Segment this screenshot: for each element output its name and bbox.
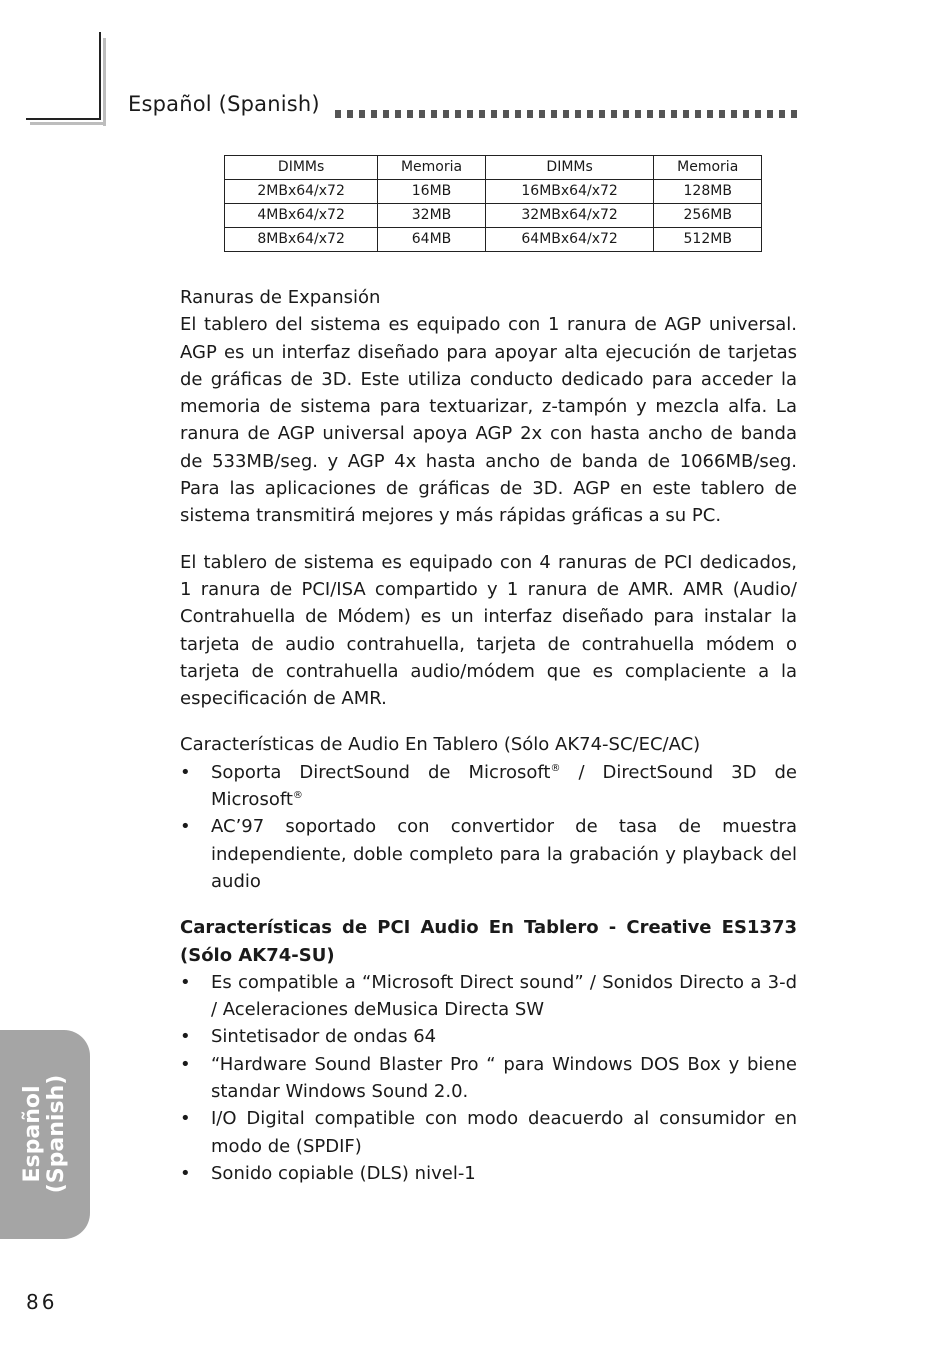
- section-heading-pci-audio: Características de PCI Audio En Tablero - Creative ES1373 (Sólo AK74-SU): [180, 917, 797, 966]
- onboard-audio-list: [180, 759, 797, 895]
- paragraph-agp: El tablero del sistema es equipado con 1 ranura de AGP universal. AGP es un interfaz diseñado para apoyar alta ejecución de tarjetas de gráficas de 3D. Este utiliza conducto dedicado para acceder la memoria de sistema para textuarizar, z-tampón y mezcla alfa. La ranura de AGP universal apoya AGP 2x con hasta ancho de banda de 533MB/seg. y AGP 4x hasta ancho de banda de 1066MB/seg. Para las aplicaciones de gráficas de 3D. AGP en este tablero de sistema transmitirá mejores y más rápidas gráficas a su PC.: [180, 314, 797, 527]
- corner-crop-mark-shadow: [103, 38, 106, 126]
- paragraph-pci: El tablero de sistema es equipado con 4 ranuras de PCI dedicados, 1 ranura de PCI/ISA compartido y 1 ranura de AMR. AMR (Audio/ Contrahuella de Módem) es un interfaz diseñado para instalar la tarjeta de audio contrahuella, tarjeta de contrahuella módem o tarjeta de contrahuella audio/módem que es complaciente a la especificación de AMR.: [180, 551, 797, 710]
- table-cell: 128MB: [654, 180, 762, 204]
- table-cell: 4MBx64/x72: [225, 204, 378, 228]
- side-tab-line: Español: [20, 1085, 45, 1183]
- list-item-text: Soporta DirectSound de Microsoft: [211, 761, 551, 783]
- table-cell: 512MB: [654, 228, 762, 252]
- list-item: [180, 759, 797, 814]
- bullet-icon: •: [180, 761, 191, 783]
- corner-crop-mark: [99, 32, 101, 120]
- header-dotted-rule: [335, 110, 797, 118]
- table-cell: 256MB: [654, 204, 762, 228]
- header-title: Español (Spanish): [128, 92, 320, 116]
- bullet-icon: •: [180, 1026, 191, 1048]
- table-header-cell: Memoria: [378, 156, 486, 180]
- table-header-cell: DIMMs: [225, 156, 378, 180]
- table-cell: 32MBx64/x72: [485, 204, 654, 228]
- table-cell: 16MBx64/x72: [485, 180, 654, 204]
- table-row: [225, 228, 762, 252]
- bullet-icon: •: [180, 816, 191, 838]
- list-item-text: / DirectSound 3D de Microsoft: [211, 761, 797, 811]
- main-content: [180, 284, 797, 1206]
- list-item: [180, 969, 797, 1024]
- list-item-text: Es compatible a “Microsoft Direct sound” / Sonidos Directo a 3-d / Aceleraciones deMusica Directa SW: [211, 971, 797, 1021]
- bullet-icon: •: [180, 1053, 191, 1075]
- list-item-text: Sintetisador de ondas 64: [211, 1026, 437, 1048]
- table-cell: 64MBx64/x72: [485, 228, 654, 252]
- page-number: 86: [26, 1290, 58, 1314]
- list-item-text: Sonido copiable (DLS) nivel-1: [211, 1162, 476, 1184]
- table-row: [225, 204, 762, 228]
- list-item: [180, 1023, 797, 1050]
- list-item: [180, 813, 797, 895]
- language-side-tab: [0, 1030, 90, 1239]
- side-tab-label: [21, 1075, 69, 1194]
- table-row: [225, 180, 762, 204]
- corner-crop-mark: [26, 118, 101, 120]
- table-cell: 16MB: [378, 180, 486, 204]
- list-item-text: I/O Digital compatible con modo deacuerdo al consumidor en modo de (SPDIF): [211, 1108, 797, 1157]
- table-cell: 2MBx64/x72: [225, 180, 378, 204]
- list-item: [180, 1160, 797, 1187]
- table-header-cell: DIMMs: [485, 156, 654, 180]
- list-item: [180, 1051, 797, 1106]
- table-header-cell: Memoria: [654, 156, 762, 180]
- section-heading-onboard-audio: Características de Audio En Tablero (Sólo AK74-SC/EC/AC): [180, 734, 701, 756]
- side-tab-line: (Spanish): [44, 1074, 69, 1194]
- bullet-icon: •: [180, 1162, 191, 1184]
- table-cell: 64MB: [378, 228, 486, 252]
- corner-crop-mark-shadow: [30, 122, 106, 125]
- pci-audio-list: [180, 969, 797, 1187]
- section-heading-expansion-slots: Ranuras de Expansión: [180, 287, 381, 308]
- table-header-row: [225, 156, 762, 180]
- bullet-icon: •: [180, 971, 191, 993]
- memory-table: [224, 155, 762, 252]
- bullet-icon: •: [180, 1108, 191, 1130]
- registered-mark: ®: [292, 790, 303, 802]
- registered-mark: ®: [550, 762, 561, 774]
- list-item-text: “Hardware Sound Blaster Pro “ para Windows DOS Box y biene standar Windows Sound 2.0.: [211, 1053, 797, 1103]
- table-cell: 32MB: [378, 204, 486, 228]
- table-cell: 8MBx64/x72: [225, 228, 378, 252]
- list-item: [180, 1105, 797, 1160]
- list-item-text: AC’97 soportado con convertidor de tasa de muestra independiente, doble completo para la grabación y playback del audio: [211, 816, 797, 892]
